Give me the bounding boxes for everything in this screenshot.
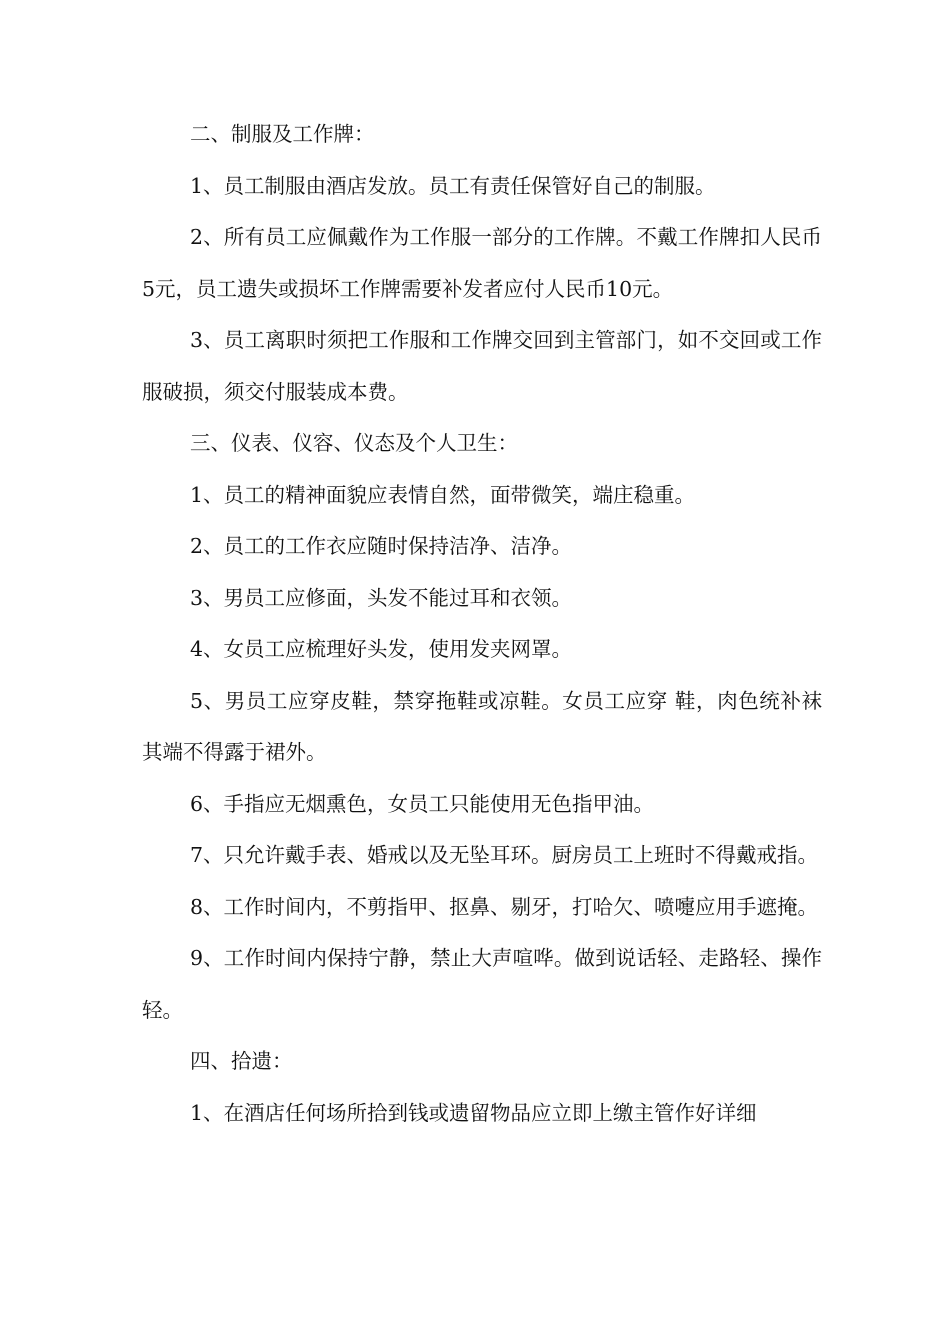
paragraph: 2、所有员工应佩戴作为工作服一部分的工作牌。不戴工作牌扣人民币5元，员工遗失或损坏工作牌需要补发者应付人民币10元。 — [142, 225, 822, 301]
section-heading-lost-found: 四、拾遗： — [190, 1049, 293, 1073]
paragraph: 7、只允许戴手表、婚戒以及无坠耳环。厨房员工上班时不得戴戒指。 — [190, 843, 819, 867]
paragraph: 9、工作时间内保持宁静，禁止大声喧哗。做到说话轻、走路轻、操作轻。 — [142, 946, 822, 1022]
paragraph: 2、员工的工作衣应随时保持洁净、洁净。 — [190, 534, 573, 558]
section-heading-appearance: 三、仪表、仪容、仪态及个人卫生： — [190, 431, 518, 455]
paragraph: 1、在酒店任何场所拾到钱或遗留物品应立即上缴主管作好详细 — [190, 1100, 757, 1125]
paragraph: 3、员工离职时须把工作服和工作牌交回到主管部门，如不交回或工作服破损，须交付服装成本费。 — [142, 328, 822, 404]
paragraph: 3、男员工应修面，头发不能过耳和衣领。 — [190, 585, 573, 610]
document-body — [142, 109, 822, 1139]
paragraph: 1、员工的精神面貌应表情自然，面带微笑，端庄稳重。 — [190, 482, 696, 507]
section-heading-uniform: 二、制服及工作牌： — [190, 122, 375, 146]
paragraph: 6、手指应无烟熏色，女员工只能使用无色指甲油。 — [190, 791, 655, 816]
paragraph: 5、男员工应穿皮鞋，禁穿拖鞋或凉鞋。女员工应穿 鞋，肉色统补袜其端不得露于裙外。 — [142, 688, 822, 764]
paragraph: 8、工作时间内，不剪指甲、抠鼻、剔牙，打哈欠、喷嚏应用手遮掩。 — [190, 894, 819, 919]
paragraph: 1、员工制服由酒店发放。员工有责任保管好自己的制服。 — [190, 173, 716, 198]
paragraph: 4、女员工应梳理好头发，使用发夹网罩。 — [190, 637, 573, 661]
